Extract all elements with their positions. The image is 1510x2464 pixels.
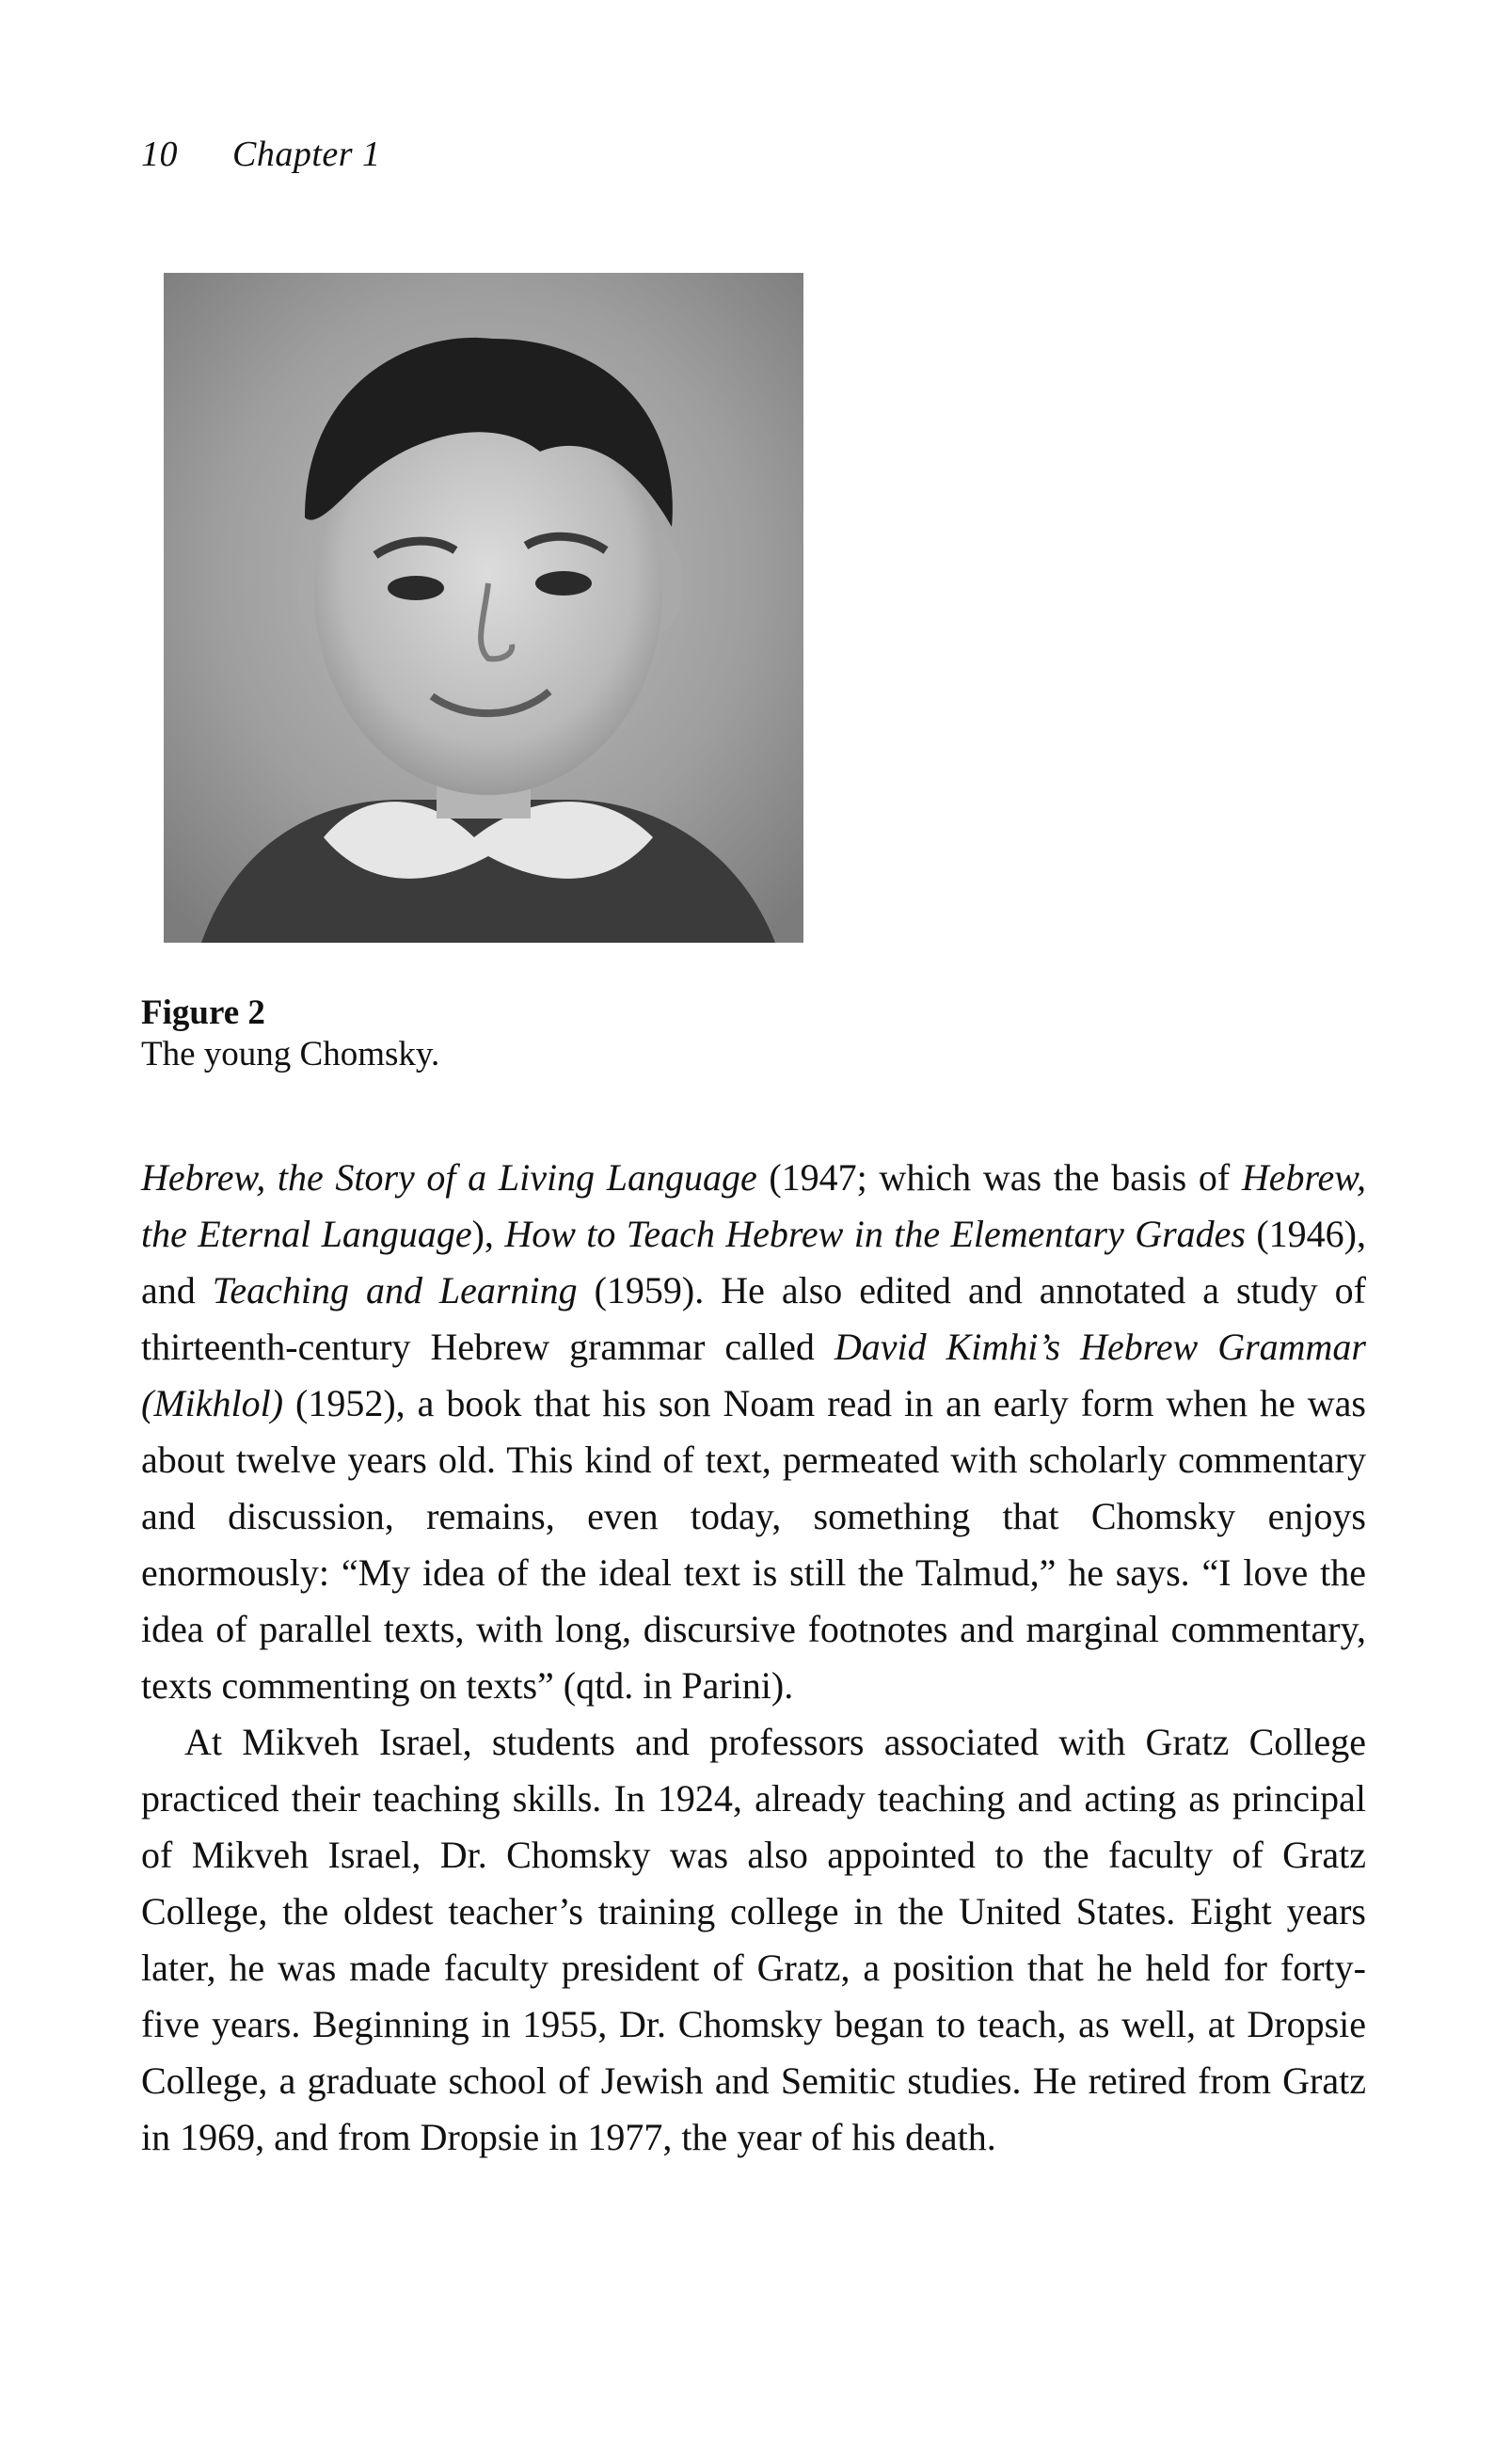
book-title: How to Teach Hebrew in the Elementary Grades [504,1213,1246,1255]
text-run: (1947; which was the basis of [756,1156,1242,1199]
figure-caption [141,993,439,1075]
text-run: (1946), and [141,1213,1366,1311]
portrait-photo [164,273,803,943]
book-title: Hebrew, the Story of a Living Language [141,1156,757,1199]
page-number: 10 [141,135,178,174]
figure-caption-text: The young Chomsky. [141,1035,440,1073]
running-head [141,134,381,175]
book-title: Teaching and Learning [212,1269,578,1311]
book-title: Hebrew, the Eternal Language [141,1156,1366,1255]
book-title: David Kimhi’s Hebrew Grammar (Mikhlol) [141,1326,1366,1424]
paragraph-1 [141,1150,1366,1714]
text-run: (1952), a book that his son Noam read in an early form when he was about twelve years old. This kind of text, permeated with scholarly commentary and discussion, remains, even today, something that Chomsky enjoys enormously: “My idea of the ideal text is still the Talmud,” he says. “I love the idea of parallel texts, with long, discursive footnotes and marginal commentary, texts commenting on texts” (qtd. in Parini). [141,1382,1366,1707]
paragraph-2: At Mikveh Israel, students and professors associated with Gratz College practiced their teaching skills. In 1924, already teaching and acting as principal of Mikveh Israel, Dr. Chomsky was also appointed to the faculty of Gratz College, the oldest teacher’s training college in the United States. Eight years later, he was made faculty president of Gratz, a position that he held for forty-five years. Beginning in 1955, Dr. Chomsky began to teach, as well, at Dropsie College, a graduate school of Jewish and Semitic studies. He retired from Gratz in 1969, and from Dropsie in 1977, the year of his death. [141,1721,1366,2158]
body-text [141,1150,1366,2166]
figure-label: Figure 2 [141,994,265,1032]
text-run: (1959). He also edited and annotated a study of thirteenth-century Hebrew grammar called [141,1269,1366,1368]
chapter-title: Chapter 1 [232,135,381,174]
text-run: ), [471,1213,505,1255]
